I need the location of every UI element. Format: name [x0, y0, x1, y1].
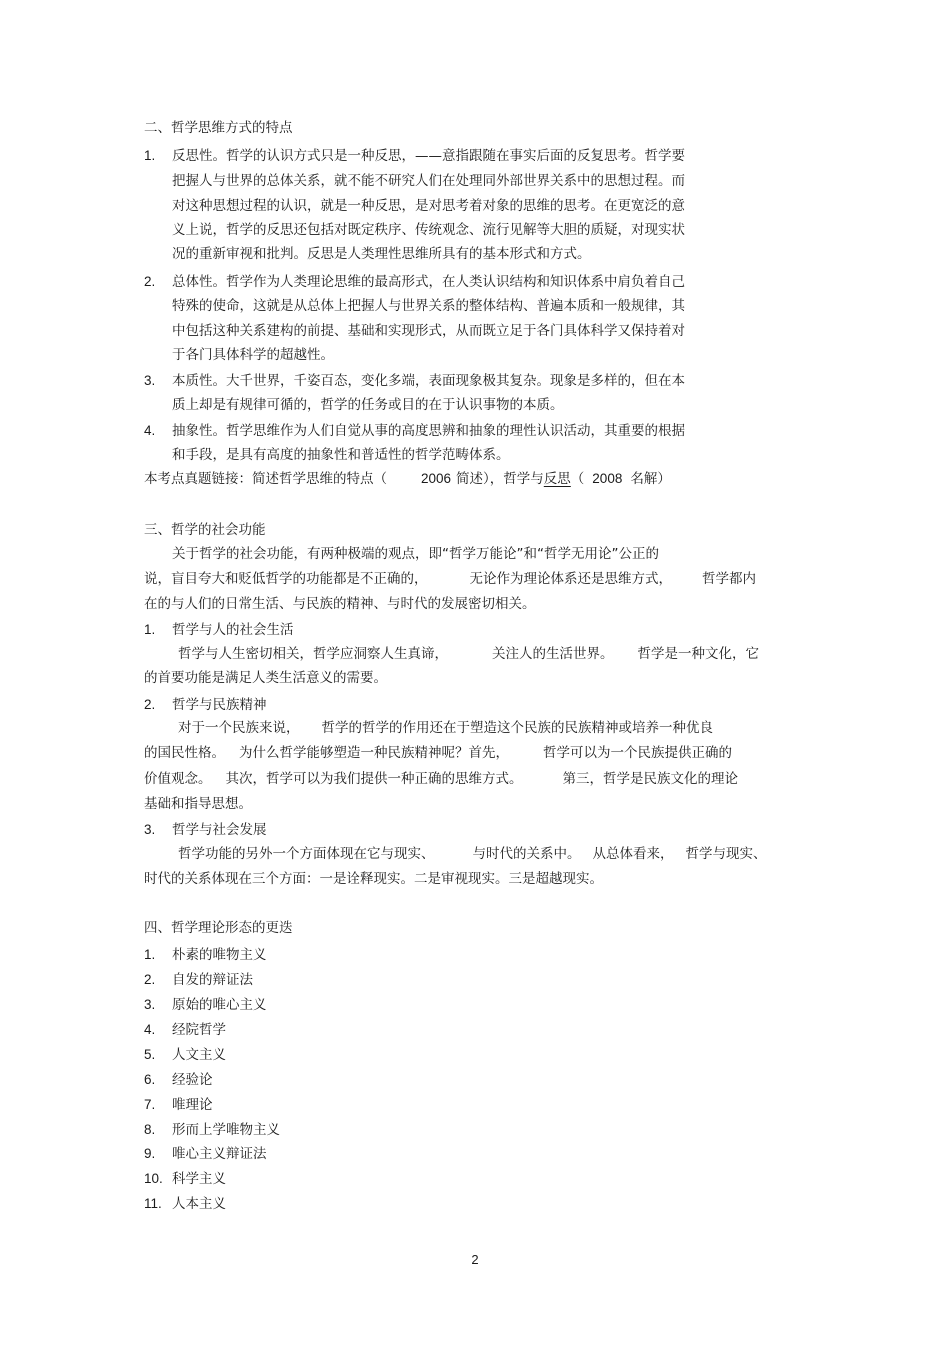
- exam-link-underlined: 反思: [543, 471, 571, 487]
- list-number: 8.: [144, 1122, 156, 1137]
- section-heading: 四、哲学理论形态的更迭: [144, 920, 293, 936]
- list-number: 6.: [144, 1072, 156, 1087]
- list-item: 人本主义: [172, 1196, 226, 1212]
- text-segment: 哲学是一种文化，它: [637, 646, 759, 662]
- text-segment: 价值观念。: [144, 771, 212, 787]
- text-segment: 哲学与现实、: [685, 846, 767, 862]
- text-segment: 无论作为理论体系还是思维方式，: [469, 571, 672, 587]
- list-item: 原始的唯心主义: [172, 997, 267, 1013]
- list-number: 5.: [144, 1047, 156, 1062]
- exam-link-suffix: 名解）: [630, 471, 671, 487]
- paragraph-line: [178, 719, 713, 737]
- text-segment: 说，盲目夸大和贬低哲学的功能都是不正确的，: [144, 571, 428, 587]
- list-number: 10.: [144, 1171, 163, 1186]
- text-segment: 哲学可以为一个民族提供正确的: [543, 745, 732, 761]
- list-item: 科学主义: [172, 1171, 226, 1187]
- paragraph-line: 况的重新审视和批判。反思是人类理性思维所具有的基本形式和方式。: [172, 246, 591, 262]
- paragraph-line: [178, 645, 759, 663]
- paragraph-line: 和手段，是具有高度的抽象性和普适性的哲学范畴体系。: [172, 447, 510, 463]
- paragraph-line: 关于哲学的社会功能，有两种极端的观点，即“哲学万能论”和“哲学无用论”公正的: [172, 546, 659, 562]
- paragraph-line: [178, 845, 767, 863]
- list-item: 自发的辩证法: [172, 972, 253, 988]
- list-number: 9.: [144, 1146, 156, 1161]
- list-item: 唯理论: [172, 1097, 213, 1113]
- text-segment: 关注人的生活世界。: [492, 646, 614, 662]
- paragraph-line: 于各门具体科学的超越性。: [172, 347, 334, 363]
- subsection-title: 哲学与人的社会生活: [172, 622, 294, 638]
- exam-link-prefix: 本考点真题链接：简述哲学思维的特点（: [144, 471, 387, 487]
- paragraph-line: [144, 744, 732, 762]
- list-number: 4.: [144, 423, 156, 438]
- paragraph-line: 抽象性。哲学思维作为人们自觉从事的高度思辨和抽象的理性认识活动，其重要的根据: [172, 423, 685, 439]
- list-item: 经验论: [172, 1072, 213, 1088]
- paragraph-line: 反思性。哲学的认识方式只是一种反思，——意指跟随在事实后面的反复思考。哲学要: [172, 148, 685, 164]
- text-segment: 从总体看来，: [592, 846, 674, 862]
- list-item: 人文主义: [172, 1047, 226, 1063]
- list-item: 经院哲学: [172, 1022, 226, 1038]
- text-segment: 哲学与人生密切相关，哲学应洞察人生真谛，: [178, 646, 448, 662]
- text-segment: 其次，哲学可以为我们提供一种正确的思维方式。: [225, 771, 523, 787]
- text-segment: 与时代的关系中。: [472, 846, 581, 862]
- text-segment: 第三，哲学是民族文化的理论: [562, 771, 738, 787]
- section-heading: 二、哲学思维方式的特点: [144, 120, 293, 136]
- subsection-title: 哲学与民族精神: [172, 697, 267, 713]
- paragraph-line: 质上却是有规律可循的，哲学的任务或目的在于认识事物的本质。: [172, 397, 564, 413]
- list-item: 朴素的唯物主义: [172, 947, 267, 963]
- paragraph-line: 的首要功能是满足人类生活意义的需要。: [144, 670, 387, 686]
- text-segment: 哲学的哲学的作用还在于塑造这个民族的民族精神或培养一种优良: [321, 720, 713, 736]
- exam-year: 2006: [421, 471, 452, 486]
- subsection-title: 哲学与社会发展: [172, 822, 267, 838]
- paragraph-line: 义上说，哲学的反思还包括对既定秩序、传统观念、流行见解等大胆的质疑，对现实状: [172, 222, 685, 238]
- exam-link-mid: 简述），哲学与: [456, 471, 544, 487]
- list-number: 2.: [144, 697, 156, 712]
- list-number: 7.: [144, 1097, 156, 1112]
- list-item: 唯心主义辩证法: [172, 1146, 267, 1162]
- list-number: 2.: [144, 274, 156, 289]
- text-segment: 哲学功能的另外一个方面体现在它与现实、: [178, 846, 435, 862]
- section-heading: 三、哲学的社会功能: [144, 522, 266, 538]
- paragraph-line: 时代的关系体现在三个方面：一是诠释现实。二是审视现实。三是超越现实。: [144, 871, 603, 887]
- list-number: 3.: [144, 373, 156, 388]
- paragraph-line: [144, 570, 756, 588]
- list-item: 形而上学唯物主义: [172, 1122, 280, 1138]
- paragraph-line: 在的与人们的日常生活、与民族的精神、与时代的发展密切相关。: [144, 596, 536, 612]
- list-number: 3.: [144, 822, 156, 837]
- list-number: 3.: [144, 997, 156, 1012]
- list-number: 4.: [144, 1022, 156, 1037]
- paragraph-line: 中包括这种关系建构的前提、基础和实现形式，从而既立足于各门具体科学又保持着对: [172, 323, 685, 339]
- text-segment: 哲学都内: [702, 571, 756, 587]
- paragraph-line: 基础和指导思想。: [144, 796, 252, 812]
- list-number: 1.: [144, 947, 156, 962]
- exam-year: 2008: [592, 471, 623, 486]
- text-segment: 为什么哲学能够塑造一种民族精神呢？首先，: [239, 745, 509, 761]
- list-number: 2.: [144, 972, 156, 987]
- paragraph-line: 本质性。大千世界，千姿百态，变化多端，表面现象极其复杂。现象是多样的，但在本: [172, 373, 685, 389]
- text-segment: 的国民性格。: [144, 745, 225, 761]
- list-number: 1.: [144, 622, 156, 637]
- paragraph-line: 特殊的使命，这就是从总体上把握人与世界关系的整体结构、普遍本质和一般规律，其: [172, 298, 685, 314]
- text-segment: 对于一个民族来说，: [178, 720, 300, 736]
- paragraph-line: [144, 770, 738, 788]
- exam-link-line: [144, 470, 671, 488]
- list-number: 11.: [144, 1196, 162, 1211]
- exam-link-paren: （: [570, 471, 585, 487]
- paragraph-line: 把握人与世界的总体关系，就不能不研究人们在处理同外部世界关系中的思想过程。而: [172, 173, 685, 189]
- page-number: 2: [471, 1252, 479, 1267]
- list-number: 1.: [144, 148, 156, 163]
- paragraph-line: 对这种思想过程的认识，就是一种反思，是对思考着对象的思维的思考。在更宽泛的意: [172, 198, 685, 214]
- paragraph-line: 总体性。哲学作为人类理论思维的最高形式，在人类认识结构和知识体系中肩负着自己: [172, 274, 685, 290]
